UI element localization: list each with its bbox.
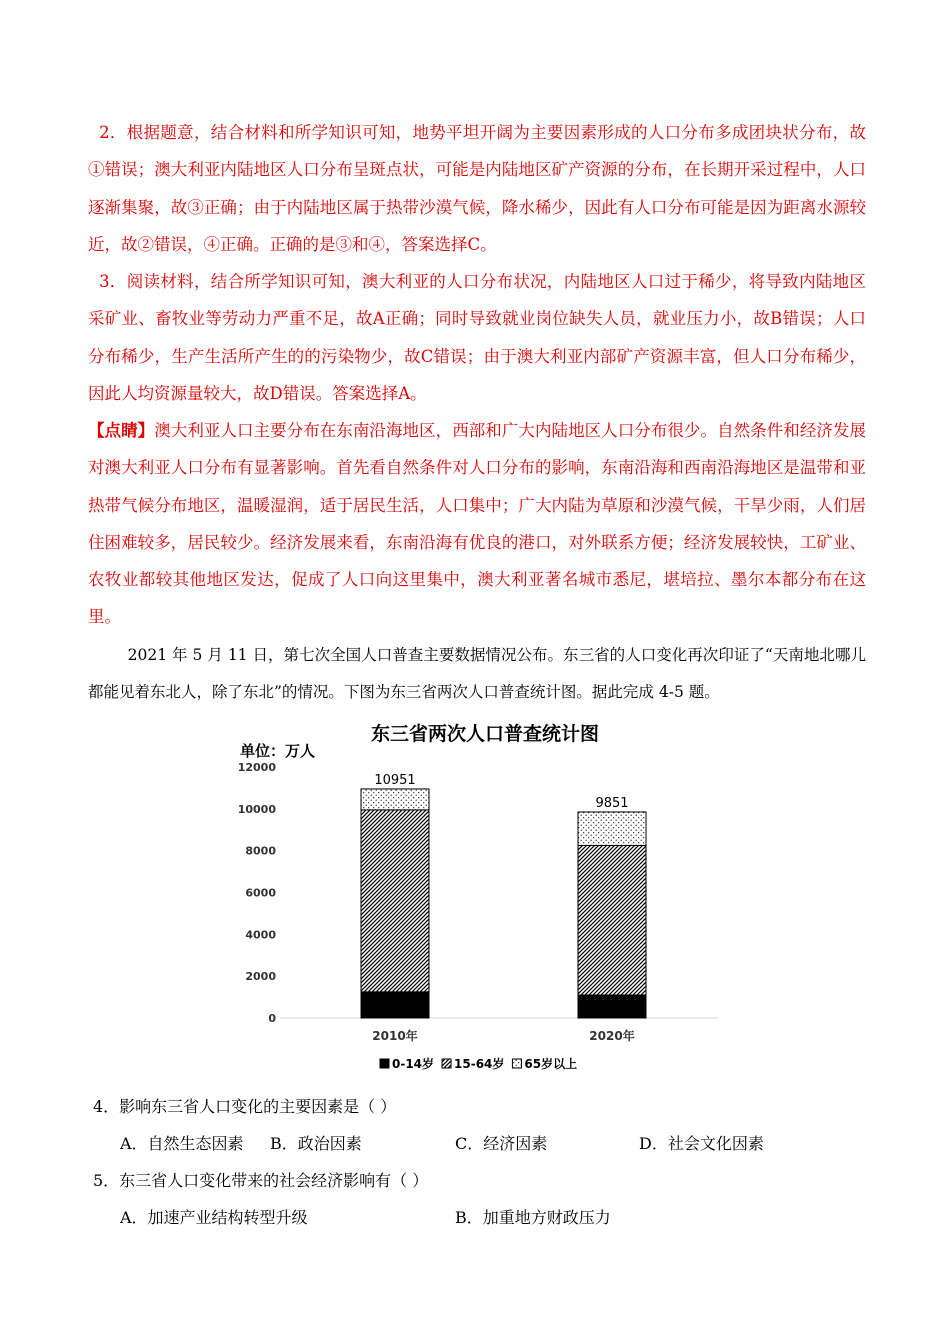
question-5: 5．东三省人口变化带来的社会经济影响有（ ） [93, 1171, 429, 1190]
bar-segment-2-3 [578, 812, 646, 845]
bar-segment-1-3 [361, 789, 429, 810]
y-tick-label: 0 [268, 1012, 276, 1025]
bar-total-label: 10951 [374, 772, 416, 788]
answer-note [88, 412, 866, 636]
question-4: 4．影响东三省人口变化的主要因素是（ ） [93, 1097, 397, 1116]
note-label: 【点睛】 [88, 421, 155, 440]
answer-2: 2．根据题意，结合材料和所学知识可知，地势平坦开阔为主要因素形成的人口分布多成团块状分布，故①错误；澳大利亚内陆地区人口分布呈斑点状，可能是内陆地区矿产资源的分布，在长期开采过程中，人口逐渐集聚，故③正确；由于内陆地区属于热带沙漠气候，降水稀少，因此有人口分布可能是因为距离水源较近，故②错误，④正确。正确的是③和④，答案选择C。 [88, 123, 866, 254]
y-tick-label: 8000 [245, 844, 276, 858]
q4-option-a[interactable]: A．自然生态因素 [120, 1134, 244, 1153]
chart-unit-label: 单位：万人 [240, 742, 316, 760]
bar-segment-1-1 [361, 992, 429, 1018]
legend-swatch [512, 1059, 521, 1068]
answer-3: 3．阅读材料，结合所学知识可知，澳大利亚的人口分布状况，内陆地区人口过于稀少，将导致内陆地区采矿业、畜牧业等劳动力严重不足，故A正确；同时导致就业岗位缺失人员，就业压力小，故B错误；人口分布稀少，生产生活所产生的的污染物少，故C错误；由于澳大利亚内部矿产资源丰富，但人口分布稀少，因此人均资源量较大，故D错误。答案选择A。 [88, 272, 866, 403]
q4-option-b[interactable]: B．政治因素 [270, 1134, 362, 1153]
legend-label: 15-64岁 [454, 1057, 505, 1071]
x-tick-label: 2010年 [372, 1029, 418, 1043]
legend-swatch [442, 1059, 451, 1068]
legend-swatch [380, 1059, 389, 1068]
y-tick-label: 10000 [237, 802, 276, 816]
chart-title: 东三省两次人口普查统计图 [370, 723, 600, 745]
q5-option-a[interactable]: A．加速产业结构转型升级 [120, 1208, 308, 1227]
q5-option-b[interactable]: B．加重地方财政压力 [455, 1208, 611, 1227]
bar-total-label: 9851 [595, 795, 629, 811]
bar-segment-1-2 [361, 810, 429, 992]
y-tick-label: 2000 [245, 970, 276, 984]
bar-segment-2-2 [578, 845, 646, 995]
bar-segment-2-1 [578, 995, 646, 1018]
y-tick-label: 4000 [245, 928, 276, 942]
population-chart [230, 714, 730, 1080]
legend-label: 65岁以上 [524, 1057, 578, 1071]
y-tick-label: 12000 [237, 761, 276, 774]
x-tick-label: 2020年 [589, 1029, 635, 1043]
note-text: 澳大利亚人口主要分布在东南沿海地区，西部和广大内陆地区人口分布很少。自然条件和经济发展对澳大利亚人口分布有显著影响。首先看自然条件对人口分布的影响，东南沿海和西南沿海地区是温带和亚热带气候分布地区，温暖湿润，适于居民生活，人口集中；广大内陆为草原和沙漠气候，干旱少雨，人们居住困难较多，居民较少。经济发展来看，东南沿海有优良的港口，对外联系方便；经济发展较快，工矿业、农牧业都较其他地区发达，促成了人口向这里集中，澳大利亚著名城市悉尼，堪培拉、墨尔本都分布在这里。 [88, 421, 867, 627]
q4-option-d[interactable]: D．社会文化因素 [639, 1134, 764, 1153]
legend-label: 0-14岁 [392, 1057, 435, 1071]
question-intro: 2021 年 5 月 11 日，第七次全国人口普查主要数据情况公布。东三省的人口变化再次印证了“天南地北哪儿都能见着东北人，除了东北”的情况。下图为东三省两次人口普查统计图。据此完成 4-5 题。 [88, 646, 866, 702]
q4-option-c[interactable]: C．经济因素 [455, 1134, 548, 1153]
y-tick-label: 6000 [245, 886, 276, 900]
